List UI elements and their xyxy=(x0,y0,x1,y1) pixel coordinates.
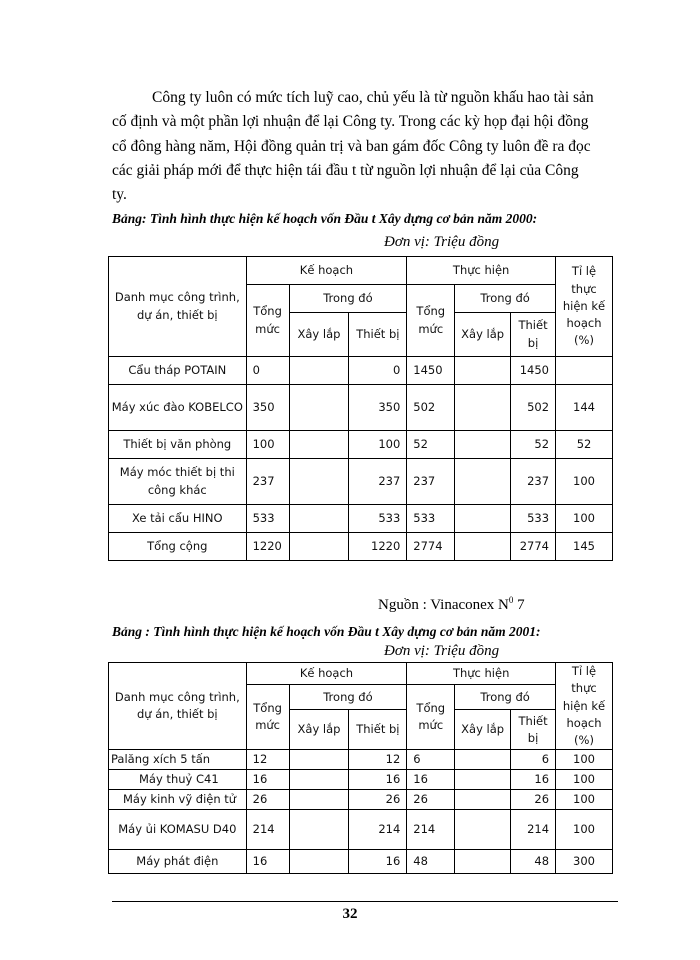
cell xyxy=(455,431,511,459)
cell: 16 xyxy=(407,770,455,790)
cell xyxy=(455,850,511,874)
cell: 533 xyxy=(349,505,407,533)
cell: 16 xyxy=(349,850,407,874)
cell: 16 xyxy=(246,850,289,874)
cell: 6 xyxy=(511,750,556,770)
cell xyxy=(455,810,511,850)
cell: 26 xyxy=(511,790,556,810)
body-paragraph xyxy=(112,86,624,207)
cell: 48 xyxy=(407,850,455,874)
cell xyxy=(289,850,349,874)
cell: 16 xyxy=(246,770,289,790)
cell: 145 xyxy=(556,533,613,561)
table-row xyxy=(109,385,613,431)
cell: 502 xyxy=(407,385,455,431)
table-row-total xyxy=(109,533,613,561)
cell: 214 xyxy=(407,810,455,850)
paragraph-line: cố định và một phần lợi nhuận để lại Công ty. Trong các kỳ họp đại hội đồng xyxy=(112,113,589,131)
header-plan-of-which: Trong đó xyxy=(289,285,407,313)
cell xyxy=(455,533,511,561)
cell: 533 xyxy=(511,505,556,533)
table-row xyxy=(109,770,613,790)
row-name: Palăng xích 5 tấn xyxy=(109,750,247,770)
header-plan-equipment: Thiết bị xyxy=(349,313,407,357)
cell: 100 xyxy=(556,770,613,790)
source-sup: 0 xyxy=(508,595,514,605)
cell: 100 xyxy=(556,790,613,810)
header-plan-of-which: Trong đó xyxy=(289,685,407,710)
row-name: Máy kinh vỹ điện tử xyxy=(109,790,247,810)
paragraph-line: các giải pháp mới để thực hiện tái đầu t từ nguồn lợi nhuận để lại của Công xyxy=(112,161,579,179)
paragraph-line: cổ đông hàng năm, Hội đồng quản trị và ban gám đốc Công ty luôn đề ra đọc xyxy=(112,137,591,155)
cell: 6 xyxy=(407,750,455,770)
cell xyxy=(289,505,349,533)
cell: 144 xyxy=(556,385,613,431)
header-actual-of-which: Trong đó xyxy=(455,685,556,710)
cell: 26 xyxy=(407,790,455,810)
cell: 52 xyxy=(407,431,455,459)
table1 xyxy=(108,256,613,561)
row-name: Máy xúc đào KOBELCO xyxy=(109,385,247,431)
row-name: Tổng cộng xyxy=(109,533,247,561)
cell: 533 xyxy=(407,505,455,533)
cell: 12 xyxy=(246,750,289,770)
cell: 48 xyxy=(511,850,556,874)
header-ratio: Tỉ lệ thực hiện kế hoạch (%) xyxy=(556,663,613,750)
cell xyxy=(289,459,349,505)
table-row xyxy=(109,431,613,459)
cell: 214 xyxy=(511,810,556,850)
cell: 100 xyxy=(556,459,613,505)
cell: 214 xyxy=(349,810,407,850)
cell: 533 xyxy=(246,505,289,533)
table2-unit: Đơn vị: Triệu đồng xyxy=(384,643,500,659)
cell: 12 xyxy=(349,750,407,770)
cell: 0 xyxy=(349,357,407,385)
table2 xyxy=(108,662,613,874)
cell: 100 xyxy=(246,431,289,459)
header-plan-construction: Xây lắp xyxy=(289,710,349,750)
cell: 16 xyxy=(349,770,407,790)
cell: 350 xyxy=(246,385,289,431)
row-name: Máy thuỷ C41 xyxy=(109,770,247,790)
table-row xyxy=(109,810,613,850)
cell: 1220 xyxy=(246,533,289,561)
cell: 52 xyxy=(556,431,613,459)
cell: 16 xyxy=(511,770,556,790)
row-name: Máy ủi KOMASU D40 xyxy=(109,810,247,850)
source-suffix: 7 xyxy=(513,597,525,613)
paragraph-line: ty. xyxy=(112,186,127,204)
cell: 100 xyxy=(556,810,613,850)
cell xyxy=(289,810,349,850)
table-row xyxy=(109,850,613,874)
header-actual-equipment: Thiết bị xyxy=(511,313,556,357)
header-plan-total: Tổng mức xyxy=(246,285,289,357)
header-actual-construction: Xây lắp xyxy=(455,313,511,357)
table2-caption: Bảng : Tình hình thực hiện kế hoạch vốn Đầu t Xây dựng cơ bản năm 2001: xyxy=(112,624,541,639)
header-actual-total: Tổng mức xyxy=(407,285,455,357)
row-name: Xe tải cẩu HINO xyxy=(109,505,247,533)
header-item: Danh mục công trình, dự án, thiết bị xyxy=(109,257,247,357)
table-row xyxy=(109,790,613,810)
cell xyxy=(455,770,511,790)
row-name: Cẩu tháp POTAIN xyxy=(109,357,247,385)
cell xyxy=(556,357,613,385)
cell xyxy=(455,385,511,431)
cell xyxy=(289,385,349,431)
cell: 52 xyxy=(511,431,556,459)
source-text: Nguồn : Vinaconex N xyxy=(378,597,509,613)
header-plan-total: Tổng mức xyxy=(246,685,289,750)
header-actual-total: Tổng mức xyxy=(407,685,455,750)
cell: 100 xyxy=(556,505,613,533)
source-note xyxy=(378,595,525,614)
cell: 1450 xyxy=(511,357,556,385)
header-actual-construction: Xây lắp xyxy=(455,710,511,750)
cell: 237 xyxy=(349,459,407,505)
cell xyxy=(289,431,349,459)
cell xyxy=(455,357,511,385)
header-actual-of-which: Trong đó xyxy=(455,285,556,313)
cell: 100 xyxy=(349,431,407,459)
cell: 502 xyxy=(511,385,556,431)
row-name: Thiết bị văn phòng xyxy=(109,431,247,459)
header-plan-construction: Xây lắp xyxy=(289,313,349,357)
footer-divider xyxy=(112,901,618,902)
cell xyxy=(455,505,511,533)
cell xyxy=(289,770,349,790)
cell: 1450 xyxy=(407,357,455,385)
cell: 1220 xyxy=(349,533,407,561)
table-row xyxy=(109,357,613,385)
header-actual: Thực hiện xyxy=(407,663,556,685)
cell xyxy=(289,533,349,561)
header-plan: Kế hoạch xyxy=(246,257,407,285)
table-row xyxy=(109,750,613,770)
cell xyxy=(289,357,349,385)
cell xyxy=(289,750,349,770)
cell: 350 xyxy=(349,385,407,431)
table-row xyxy=(109,505,613,533)
header-actual-equipment: Thiết bị xyxy=(511,710,556,750)
cell: 100 xyxy=(556,750,613,770)
cell xyxy=(289,790,349,810)
cell: 237 xyxy=(246,459,289,505)
cell xyxy=(455,790,511,810)
header-actual: Thực hiện xyxy=(407,257,556,285)
cell: 237 xyxy=(407,459,455,505)
cell: 300 xyxy=(556,850,613,874)
cell xyxy=(455,750,511,770)
header-plan: Kế hoạch xyxy=(246,663,407,685)
cell: 26 xyxy=(246,790,289,810)
cell: 26 xyxy=(349,790,407,810)
header-item: Danh mục công trình, dự án, thiết bị xyxy=(109,663,247,750)
row-name: Máy phát điện xyxy=(109,850,247,874)
table1-unit: Đơn vị: Triệu đồng xyxy=(384,234,500,250)
cell xyxy=(455,459,511,505)
header-ratio: Tỉ lệ thực hiện kế hoạch (%) xyxy=(556,257,613,357)
page-number: 32 xyxy=(342,906,358,922)
table-row xyxy=(109,459,613,505)
row-name: Máy móc thiết bị thi công khác xyxy=(109,459,247,505)
cell: 237 xyxy=(511,459,556,505)
header-plan-equipment: Thiết bị xyxy=(349,710,407,750)
cell: 0 xyxy=(246,357,289,385)
cell: 214 xyxy=(246,810,289,850)
paragraph-line: Công ty luôn có mức tích luỹ cao, chủ yếu là từ nguồn khấu hao tài sản xyxy=(152,89,594,106)
cell: 2774 xyxy=(407,533,455,561)
cell: 2774 xyxy=(511,533,556,561)
table1-caption: Bảng: Tình hình thực hiện kế hoạch vốn Đầu t Xây dựng cơ bản năm 2000: xyxy=(112,211,538,226)
